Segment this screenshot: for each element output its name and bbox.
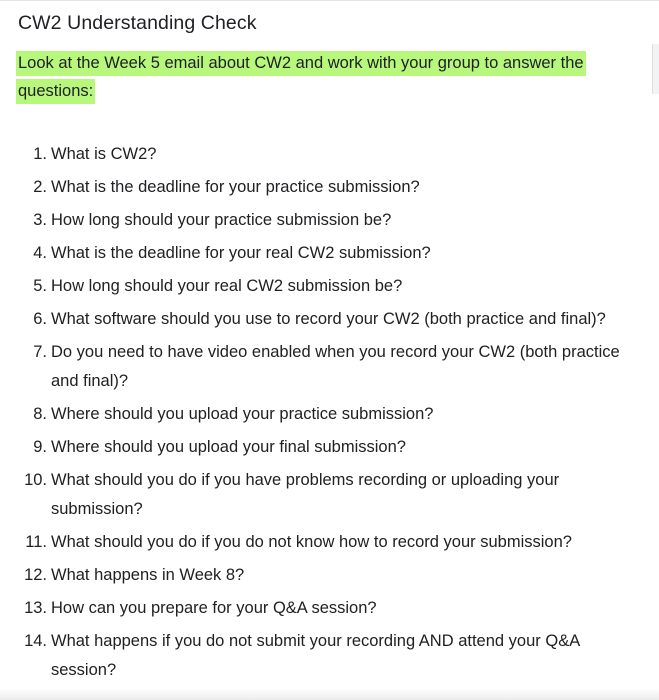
question-text: Where should you upload your practice submission?	[51, 405, 434, 423]
question-text: What is the deadline for your practice submission?	[51, 178, 420, 196]
question-number: 12.	[24, 566, 47, 584]
question-text: What is CW2?	[51, 145, 157, 163]
question-text: What happens if you do not submit your recording AND attend your Q&A session?	[51, 632, 580, 679]
question-text: What software should you use to record your CW2 (both practice and final)?	[51, 310, 606, 328]
question-item	[0, 627, 659, 685]
question-item	[0, 272, 659, 301]
question-text: How long should your real CW2 submission be?	[51, 277, 403, 295]
question-item	[0, 305, 659, 334]
question-item	[0, 433, 659, 462]
question-item	[0, 594, 659, 623]
question-number: 14.	[24, 632, 47, 650]
question-number: 4.	[33, 244, 47, 262]
question-text: How can you prepare for your Q&A session?	[51, 599, 377, 617]
question-number: 10.	[24, 471, 47, 489]
page-title: CW2 Understanding Check	[18, 12, 257, 34]
question-item	[0, 338, 659, 396]
question-item	[0, 400, 659, 429]
question-text: Where should you upload your final submission?	[51, 438, 406, 456]
question-number: 9.	[33, 438, 47, 456]
top-divider	[0, 0, 659, 1]
question-number: 3.	[33, 211, 47, 229]
question-number: 5.	[33, 277, 47, 295]
question-list	[0, 140, 659, 689]
question-text: What should you do if you have problems recording or uploading your submission?	[51, 471, 560, 518]
question-number: 1.	[33, 145, 47, 163]
question-text: What should you do if you do not know how to record your submission?	[51, 533, 572, 551]
question-number: 8.	[33, 405, 47, 423]
question-item	[0, 173, 659, 202]
question-number: 13.	[24, 599, 47, 617]
question-text: What happens in Week 8?	[51, 566, 245, 584]
question-number: 7.	[33, 343, 47, 361]
question-item	[0, 140, 659, 169]
question-number: 2.	[33, 178, 47, 196]
question-text: What is the deadline for your real CW2 submission?	[51, 244, 431, 262]
question-number: 6.	[33, 310, 47, 328]
bottom-edge	[0, 688, 659, 700]
question-text: Do you need to have video enabled when you record your CW2 (both practice and final)?	[51, 343, 620, 390]
question-item	[0, 239, 659, 268]
question-item	[0, 528, 659, 557]
question-number: 11.	[25, 533, 47, 551]
question-text: How long should your practice submission be?	[51, 211, 392, 229]
question-item	[0, 561, 659, 590]
instructions-highlighted-text: Look at the Week 5 email about CW2 and work with your group to answer the questions:	[16, 51, 586, 104]
question-item	[0, 466, 659, 524]
instructions	[16, 49, 616, 105]
side-panel-edge	[652, 44, 659, 94]
question-item	[0, 206, 659, 235]
